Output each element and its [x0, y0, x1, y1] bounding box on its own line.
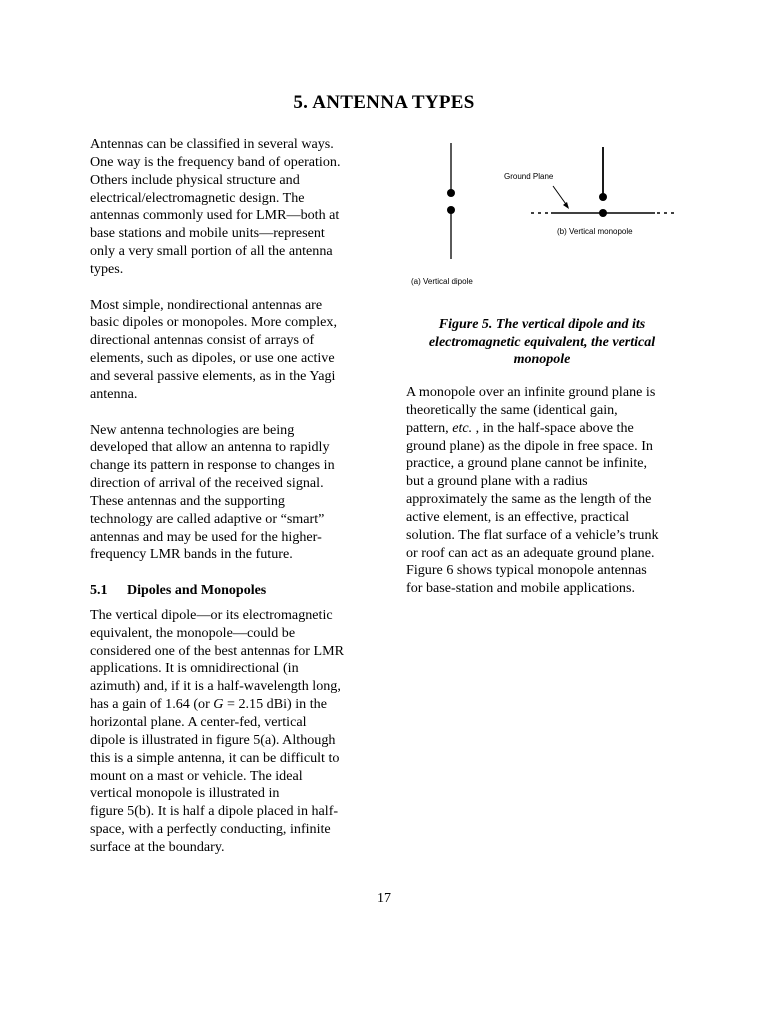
text-fragment: = 2.15 dBi) in the — [223, 696, 327, 713]
text-line: base stations and mobile units—represent — [90, 225, 325, 242]
text-line: frequency LMR bands in the future. — [90, 546, 293, 563]
antenna-figure — [400, 136, 690, 296]
text-line: types. — [90, 260, 124, 277]
text-line: surface at the boundary. — [90, 838, 225, 855]
text-line: antennas and may be used for the higher- — [90, 528, 322, 545]
text-line: These antennas and the supporting — [90, 492, 285, 509]
text-line: only a very small portion of all the antenna — [90, 243, 333, 260]
text-line: Figure 6 shows typical monopole antennas — [406, 562, 647, 579]
text-line: A monopole over an infinite ground plane is — [406, 384, 656, 400]
text-line: Others include physical structure and — [90, 171, 300, 188]
text-emphasis: etc. — [452, 419, 473, 436]
text-line: and several passive elements, as in the Yagi — [90, 367, 336, 384]
dipole-feed-point-upper — [447, 189, 455, 197]
text-line: considered one of the best antennas for LMR — [90, 642, 345, 659]
text-line: active element, is an effective, practical — [406, 508, 630, 525]
text-line: this is a simple antenna, it can be difficult to — [90, 749, 340, 766]
figure-caption — [406, 316, 678, 369]
left-column — [90, 136, 366, 857]
text-line — [406, 420, 678, 438]
section-heading — [90, 582, 366, 600]
text-line: The vertical dipole—or its electromagnetic — [90, 606, 333, 623]
text-line: One way is the frequency band of operation. — [90, 153, 341, 170]
text-line: antenna. — [90, 385, 138, 402]
page-title: 5. ANTENNA TYPES — [293, 92, 475, 113]
text-line: but a ground plane with a radius — [406, 473, 588, 490]
page-number: 17 — [377, 891, 391, 906]
text-fragment: has a gain of 1.64 (or — [90, 696, 214, 713]
label-vertical-dipole: (a) Vertical dipole — [411, 277, 473, 286]
text-fragment: , in the half-space above the — [472, 419, 634, 436]
text-line: developed that allow an antenna to rapidly — [90, 439, 330, 456]
text-line: New antenna technologies are being — [90, 421, 295, 438]
text-line: approximately the same as the length of the — [406, 491, 652, 508]
text-line: electrical/electromagnetic design. The — [90, 189, 305, 206]
text-fragment: pattern, — [406, 419, 453, 436]
caption-line: electromagnetic equivalent, the vertical — [428, 334, 656, 350]
text-line: vertical monopole is illustrated in — [90, 785, 280, 802]
text-line — [90, 696, 366, 714]
text-line: change its pattern in response to changes in — [90, 457, 335, 474]
text-line: azimuth) and, if it is a half-wavelength long, — [90, 678, 341, 695]
text-line: basic dipoles or monopoles. More complex, — [90, 314, 337, 331]
paragraph-monopole-ground-plane — [406, 384, 678, 598]
gain-variable: G — [213, 696, 224, 713]
label-vertical-monopole: (b) Vertical monopole — [557, 227, 633, 236]
text-line: mount on a mast or vehicle. The ideal — [90, 767, 303, 784]
text-line: Antennas can be classified in several ways. — [90, 136, 334, 152]
text-line: technology are called adaptive or “smart” — [90, 510, 325, 527]
text-line: applications. It is omnidirectional (in — [90, 660, 299, 677]
arrow-head — [563, 202, 569, 209]
text-line: ground plane) as the dipole in free space. In — [406, 437, 653, 454]
text-line: direction of arrival of the received signal. — [90, 475, 324, 492]
text-line: directional antennas consist of arrays of — [90, 332, 315, 349]
paragraph-simple-antennas — [90, 297, 366, 404]
text-line: practice, a ground plane cannot be infinite, — [406, 455, 648, 472]
text-line: Most simple, nondirectional antennas are — [90, 296, 323, 313]
paragraph-classification — [90, 136, 366, 279]
text-line: dipole is illustrated in figure 5(a). Although — [90, 731, 336, 748]
monopole-top-point — [599, 193, 607, 201]
label-ground-plane: Ground Plane — [504, 172, 554, 181]
text-line: solution. The flat surface of a vehicle’s trunk — [406, 526, 659, 543]
text-line: horizontal plane. A center-fed, vertical — [90, 714, 307, 730]
text-line: figure 5(b). It is half a dipole placed in half- — [90, 803, 339, 820]
right-column — [406, 384, 678, 598]
caption-line: Figure 5. The vertical dipole and its — [438, 317, 646, 332]
text-line: for base-station and mobile applications. — [406, 580, 635, 597]
text-line: antennas commonly used for LMR—both at — [90, 207, 340, 224]
text-line: elements, such as dipoles, or use one active — [90, 350, 335, 367]
text-line: or roof can act as an adequate ground plane. — [406, 544, 655, 561]
text-line: space, with a perfectly conducting, infinite — [90, 821, 331, 838]
paragraph-new-technologies — [90, 422, 366, 565]
paragraph-vertical-dipole — [90, 607, 366, 857]
text-line: theoretically the same (identical gain, — [406, 401, 618, 418]
section-title: Dipoles and Monopoles — [127, 583, 267, 599]
section-number: 5.1 — [90, 583, 108, 599]
text-line: equivalent, the monopole—could be — [90, 624, 296, 641]
caption-line: monopole — [513, 352, 571, 367]
